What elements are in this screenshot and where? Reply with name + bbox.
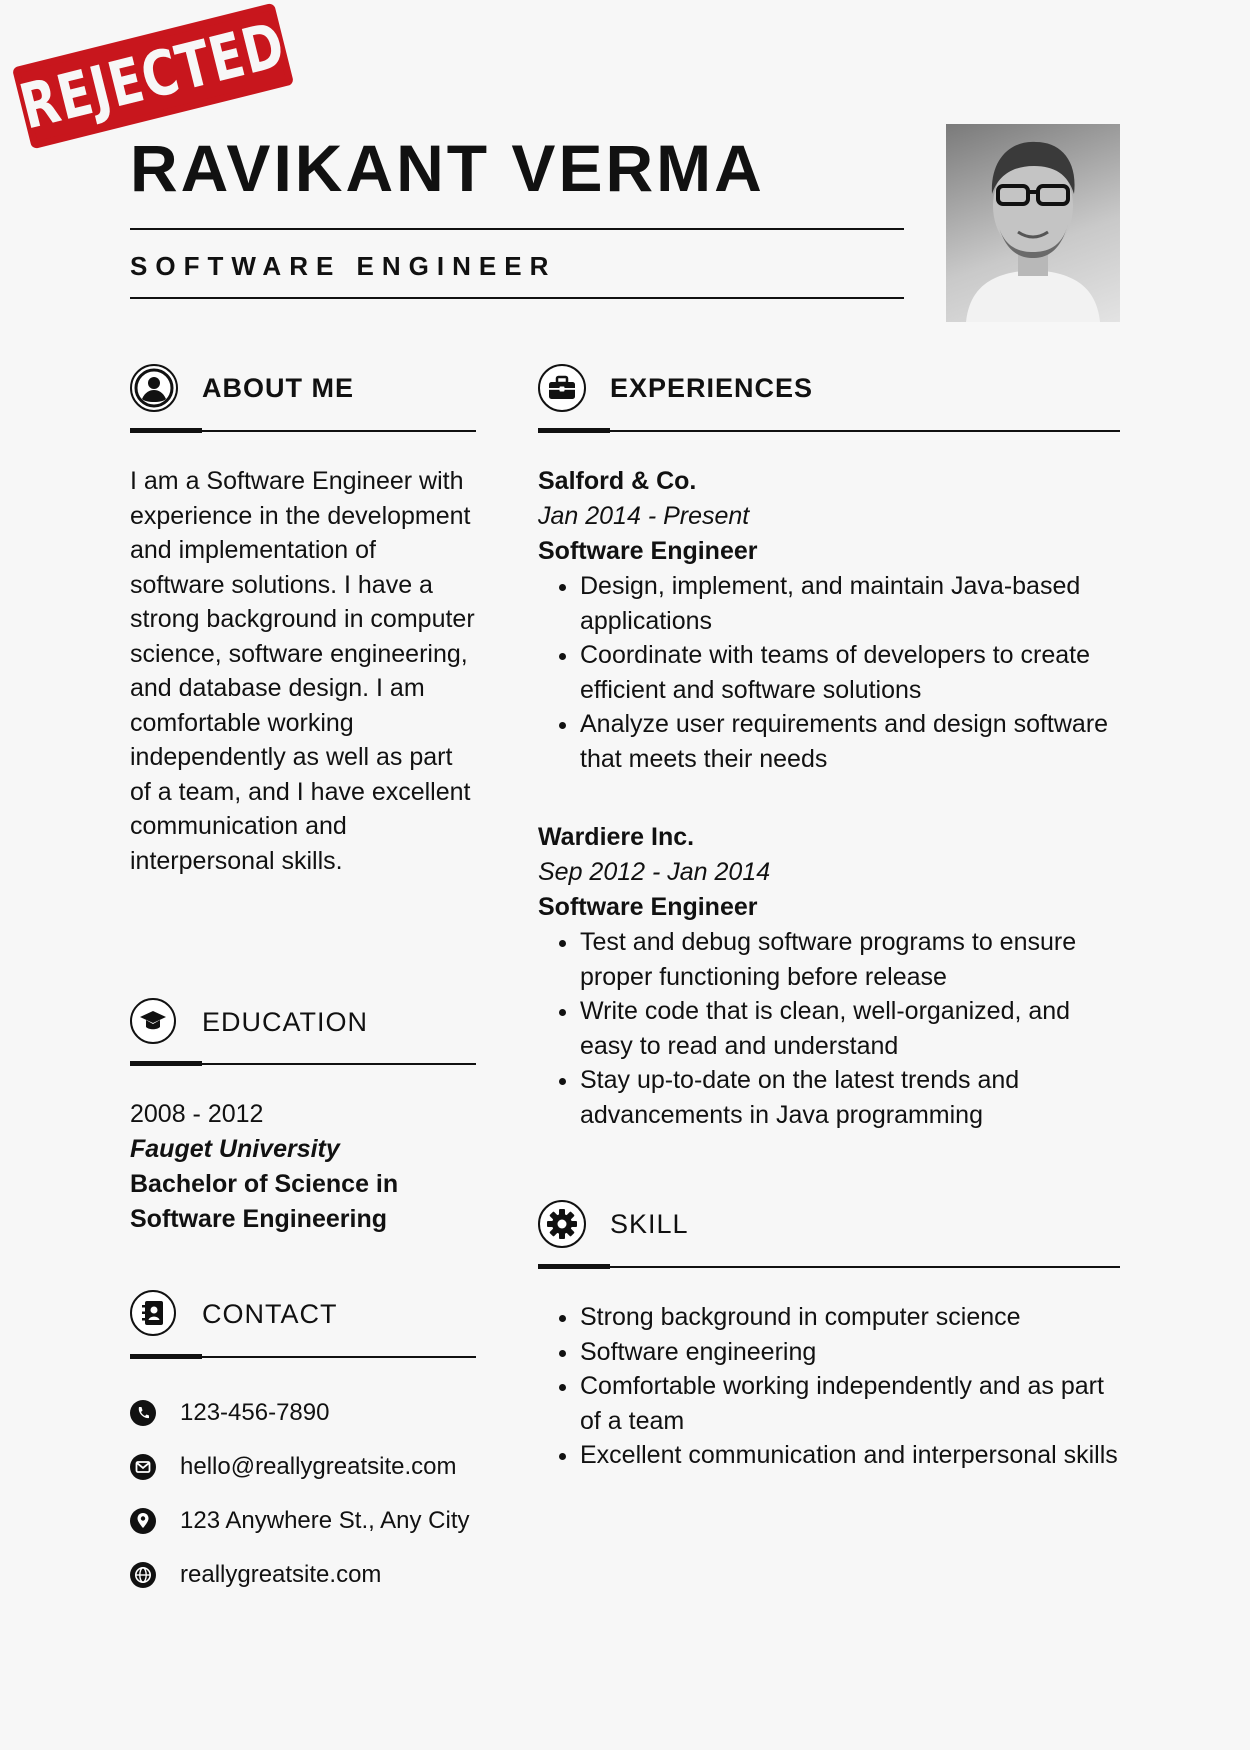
graduation-cap-icon — [138, 1006, 168, 1036]
contact-phone: 123-456-7890 — [180, 1399, 330, 1426]
skill-item: • Strong background in computer science — [580, 1300, 1120, 1335]
job-bullet: • Stay up-to-date on the latest trends and advancements in Java programming — [580, 1063, 1120, 1132]
job-bullet: • Write code that is clean, well-organized, and easy to read and understand — [580, 994, 1120, 1063]
job-bullet: • Design, implement, and maintain Java-based applications — [580, 569, 1120, 638]
contact-email-row[interactable] — [130, 1447, 510, 1487]
contact-address-row[interactable] — [130, 1501, 510, 1541]
about-rule — [130, 430, 476, 432]
experiences-rule — [538, 430, 1120, 432]
job-2 — [538, 820, 1120, 1132]
contact-heading: CONTACT — [202, 1299, 338, 1329]
job-company: Wardiere Inc. — [538, 823, 695, 851]
job-dates: Jan 2014 - Present — [538, 502, 750, 530]
skill-item: • Comfortable working independently and as part of a team — [580, 1369, 1120, 1438]
skill-list — [538, 1300, 1120, 1473]
experiences-heading: EXPERIENCES — [610, 373, 814, 403]
header-bottom-rule — [130, 297, 904, 299]
job-bullets — [538, 569, 1120, 776]
job-role: Software Engineer — [538, 893, 758, 921]
skill-item: • Software engineering — [580, 1335, 1120, 1370]
job-1 — [538, 464, 1120, 776]
contact-website: reallygreatsite.com — [180, 1561, 382, 1588]
skill-rule — [538, 1266, 1120, 1268]
job-bullets — [538, 925, 1120, 1132]
location-pin-icon — [130, 1508, 156, 1534]
contact-email: hello@reallygreatsite.com — [180, 1453, 457, 1480]
about-heading: ABOUT ME — [202, 373, 354, 403]
education-rule — [130, 1063, 476, 1065]
header-top-rule — [130, 228, 904, 230]
contact-phone-row[interactable] — [130, 1393, 510, 1433]
phone-icon — [130, 1400, 156, 1426]
education-degree: Bachelor of Science in Software Engineering — [130, 1170, 399, 1233]
skill-heading: SKILL — [610, 1209, 689, 1239]
job-role: Software Engineer — [538, 537, 758, 565]
user-icon — [134, 368, 174, 408]
job-dates: Sep 2012 - Jan 2014 — [538, 858, 771, 886]
experiences-section-icon — [538, 364, 586, 412]
globe-icon — [130, 1562, 156, 1588]
email-icon — [130, 1454, 156, 1480]
address-book-icon — [140, 1299, 166, 1327]
education-heading: EDUCATION — [202, 1007, 369, 1037]
contact-rule — [130, 1356, 476, 1358]
education-section-icon — [130, 998, 176, 1044]
contact-section-icon — [130, 1290, 176, 1336]
about-text: I am a Software Engineer with experience in the development and implementation of software solutions. I have a strong background in computer science, software engineering, and database design. I am comfortable working independently as well as part of a team, and I have excellent communication and interpersonal skills. — [130, 467, 475, 875]
job-title: SOFTWARE ENGINEER — [130, 251, 557, 281]
skill-item: • Excellent communication and interpersonal skills — [580, 1438, 1120, 1473]
briefcase-icon — [547, 375, 577, 401]
education-years: 2008 - 2012 — [130, 1100, 264, 1128]
candidate-name: RAVIKANT VERMA — [130, 131, 765, 205]
gear-icon — [545, 1207, 579, 1241]
contact-website-row[interactable] — [130, 1555, 510, 1595]
skill-section-icon — [538, 1200, 586, 1248]
job-bullet: • Test and debug software programs to ensure proper functioning before release — [580, 925, 1120, 994]
about-section-icon — [130, 364, 178, 412]
profile-photo — [946, 124, 1120, 322]
education-university: Fauget University — [130, 1135, 340, 1163]
job-bullet: • Coordinate with teams of developers to create efficient and software solutions — [580, 638, 1120, 707]
contact-address: 123 Anywhere St., Any City — [180, 1507, 470, 1534]
stamp-text: REJECTED — [13, 7, 293, 144]
job-company: Salford & Co. — [538, 467, 697, 495]
job-bullet: • Analyze user requirements and design software that meets their needs — [580, 707, 1120, 776]
